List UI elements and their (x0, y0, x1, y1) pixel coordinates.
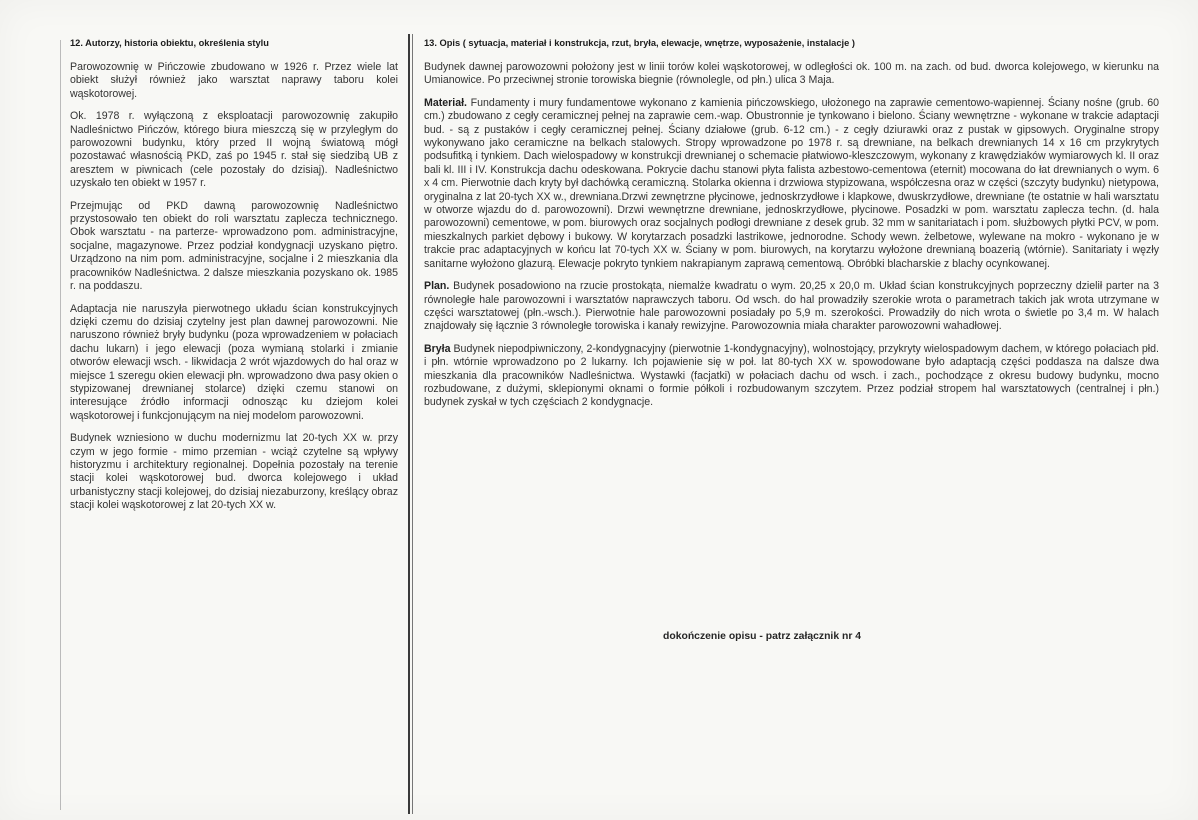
description-column (424, 38, 1159, 419)
continuation-note: dokończenie opisu - patrz załącznik nr 4 (663, 631, 862, 642)
form-lead: Bryła (424, 342, 451, 355)
history-paragraph-4: Adaptacja nie naruszyła pierwotnego układu ścian konstrukcyjnych dzięki czemu do dzisiaj czytelny jest plan dawnej parowozowni. Nie naruszono również bryły budynku (poza wprowadzeniem w połaciach dachu lukarn) i jego elewacji (poza wymianą stolarki i zmianie otworów elewacji wsch. - likwidacja 2 wrót wjazdowych do hal oraz w miejsce 1 szeregu okien elewacji płn. wprowadzono dwa pasy okien o stypizowanej drewnianej stolarce) dzięki czemu stanowi on interesujące źródło informacji odnosząc ku dziejom kolei wąskotorowej i funkcjonującym na niej modelom parowozowni. (70, 302, 398, 422)
history-paragraph-3: Przejmując od PKD dawną parowozownię Nadleśnictwo przystosowało ten obiekt do roli warsztatu zaplecza technicznego. Obok warsztatu - na parterze- wprowadzono pom. administracyjne, socjalne, magazynowe. Przez podział kondygnacji uzyskano piętro. Urządzono na nim pom. administracyjne, socjalne i 2 mieszkania dla pracowników Nadleśnictwa. 2 dalsze mieszkania pozyskano ok. 1985 r. na poddaszu. (70, 199, 398, 293)
history-paragraph-1: Parowozownię w Pińczowie zbudowano w 1926 r. Przez wiele lat obiekt służył również jako warsztat naprawy taboru kolei wąskotorowej. (70, 61, 398, 100)
material-paragraph (424, 97, 1159, 271)
material-text: Fundamenty i mury fundamentowe wykonano z kamienia pińczowskiego, ułożonego na zaprawie cementowo-wapiennej. Ściany nośne (grub. 60 cm.) zbudowano z cegły ceramicznej pełnej na zaprawie cem.-wap. Obustronnie je tynkowano i bielono. Ściany wewnętrzne - wykonane w trakcie adaptacji bud. - są z pustaków i cegły ceramicznej pełnej. Ściany działowe (grub. 6-12 cm.) - z cegły dziurawki oraz z pustak w gipsowych. Oryginalne stropy wykonywano jako ceramiczne na belkach stalowych. Stropy wprowadzone po 1978 r. są drewniane, na belkach drewnianych 14 x 16 cm przykrytych podsufitką i tynkiem. Dach wielospadowy w konstrukcji drewnianej o schemacie płatwiowo-kleszczowym, wykonany z krawędziaków wymiarowych kl. II oraz bali kl. III i IV. Konstrukcja dachu odeskowana. Pokrycie dachu stanowi płyta falista azbestowo-cementowa (eternit) mocowana do łat drewnianych o wym. 6 x 4 cm. Pierwotnie dach kryty był dachówką ceramiczną. Stolarka okienna i drzwiowa stypizowana, współczesna oraz w części (szczyty budynku) nietypowa, oryginalna z lat 20-tych XX w., drewniana.Drzwi zewnętrzne płycinowe, jednoskrzydłowe i klapkowe, dwuskrzydłowe, drewniane (te ostatnie w hali warsztatu w otworze wjazdu do d. parowozowni). Drzwi wewnętrzne drewniane, jednoskrzydłowe, płycinowe. Posadzki w pom. warsztatu zaplecza techn. (d. hala parowozowni) cementowe, w pom. biurowych oraz socjalnych podłogi drewniane z desek grub. 32 mm w sanitariatach i pom. służbowych płytki PCV, w pom. mieszkalnych parkiet dębowy i bukowy. W korytarzach posadzki lastrikowe, jednorodne. Schody wewn. żelbetowe, wylewane na mokro - wykonano je w trakcie prac adaptacyjnych w końcu lat 70-tych XX w. Ściany w pom. biurowych, na korytarzu wyłożone drewnianą boazerią (wtórnie). Sanitariaty i węzły sanitarne wyłożono glazurą. Elewacje pokryto tynkiem nakrapianym zaprawą cementową. Obróbki blacharskie z blachy ocynkowanej. (424, 96, 1159, 270)
location-paragraph: Budynek dawnej parowozowni położony jest w linii torów kolei wąskotorowej, w odległości ok. 100 m. na zach. od bud. dworca kolejowego, w kierunku na Umianowice. Po przeciwnej stronie torowiska biegnie (równolegle, od płn.) ulica 3 Maja. (424, 61, 1159, 87)
history-paragraph-2: Ok. 1978 r. wyłączoną z eksploatacji parowozownię zakupiło Nadleśnictwo Pińczów, którego biura mieszczą się w przyległym do parowozowni budynku, który przed II wojną światową mógł pozostawać własnością PKD, zaś po 1945 r. stał się siedzibą UB z aresztem w piwnicach (cele pozostały do dzisiaj). Nadleśnictwo uzyskało ten obiekt w 1957 r. (70, 110, 398, 190)
left-border-rule (60, 40, 61, 810)
center-divider-rule-inner (412, 34, 413, 814)
material-lead: Materiał. (424, 96, 467, 109)
plan-lead: Plan. (424, 280, 450, 293)
form-paragraph (424, 343, 1159, 410)
center-divider-rule (408, 34, 410, 814)
form-text: Budynek niepodpiwniczony, 2-kondygnacyjny (pierwotnie 1-kondygnacyjny), wolnostojący, przykryty wielospadowym dachem, w którego połaciach płd. i płn. wtórnie wprowadzono po 2 lukarny. Ich pojawienie się w poł. lat 80-tych XX w. spowodowane było adaptacją części poddasza na dalsze dwa mieszkania dla pracowników Nadleśnictwa. Wystawki (facjatki) w połaciach dachu od wsch. i zach., pochodzące z okresu budowy budynku, mocno rozbudowane, z dużymi, sklepionymi oknami o formie półkoli i rozbudowanym szczytem. Przez podział stropem hal warsztatowych (centralnej i płn.) budynek zyskał w tych częściach 2 kondygnacje. (424, 342, 1159, 409)
description-heading: 13. Opis ( sytuacja, materiał i konstrukcja, rzut, bryła, elewacje, wnętrze, wyposażenie, instalacje ) (424, 38, 855, 48)
plan-paragraph (424, 280, 1159, 334)
history-column (70, 38, 398, 522)
history-heading: 12. Autorzy, historia obiektu, określenia stylu (70, 38, 269, 48)
history-paragraph-5: Budynek wzniesiono w duchu modernizmu lat 20-tych XX w. przy czym w jego formie - mimo przemian - wciąż czytelne są wpływy historyzmu i architektury regionalnej. Dopełnia pozostały na terenie stacji kolei wąskotorowej bud. dworca kolejowego i układ urbanistyczny stacji kolejowej, do dzisiaj niezaburzony, kreślący obraz stacji kolei wąskotorowej z lat 20-tych XX w. (70, 432, 398, 512)
plan-text: Budynek posadowiono na rzucie prostokąta, niemalże kwadratu o wym. 20,25 x 20,0 m. Układ ścian konstrukcyjnych poprzeczny dzielił parter na 3 równoległe hale parowozowni i warsztatów naprawczych taboru. Od wsch. do hal prowadziły szerokie wrota o parametrach takich jak wrota utrzymane w części warsztatowej (płn.-wsch.). Pierwotnie hale parowozowni posiadały po 5,9 m. szerokości. Prowadziły do nich wrota o świetle po 3,4 m. W halach znajdowały się łącznie 3 równoległe torowiska i kanały rewizyjne. Parowozownia miała charakter parowozowni wahadłowej. (424, 280, 1159, 333)
